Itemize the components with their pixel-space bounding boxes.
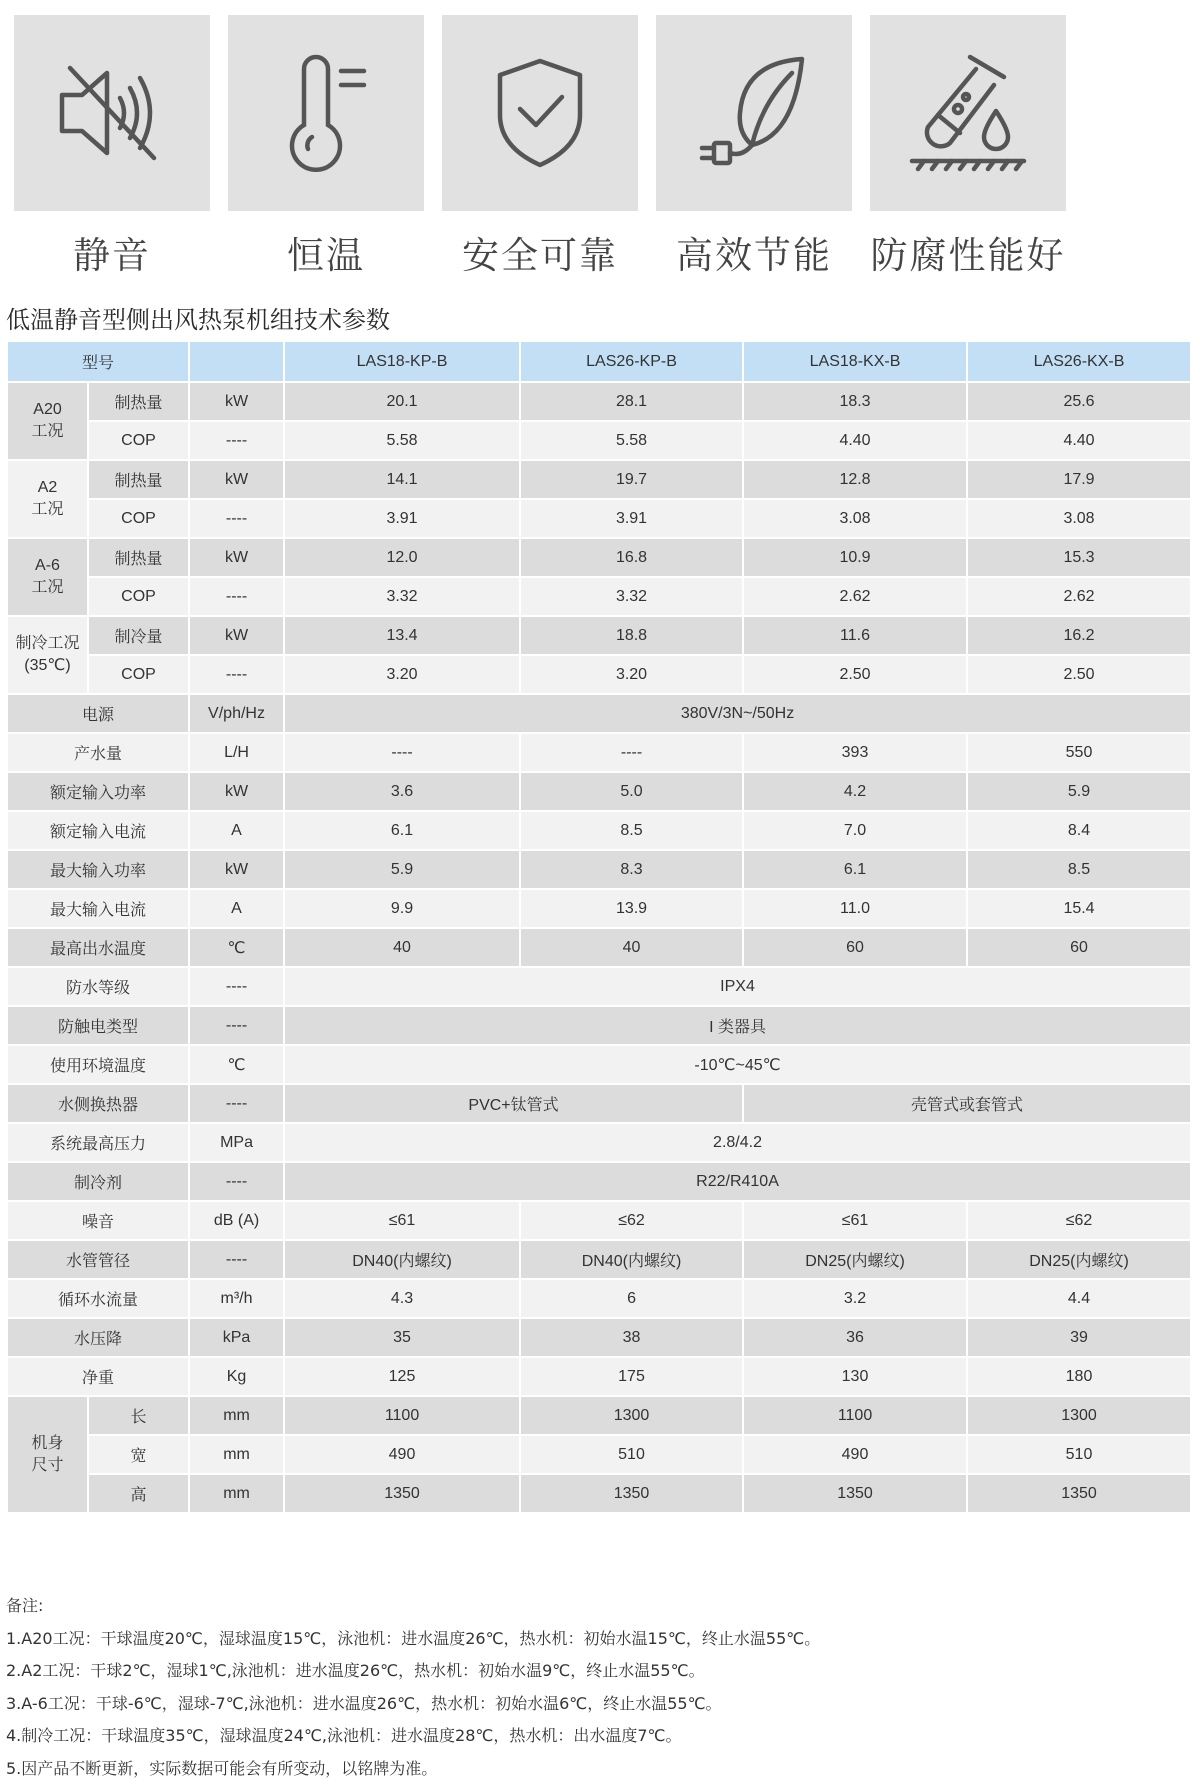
cell: 15.3 [967,538,1191,577]
cell: 180 [967,1357,1191,1396]
cell: 2.50 [743,655,967,694]
notes-section [6,1590,820,1785]
cell: 38 [520,1318,743,1357]
group-label: 制冷工况 (35℃) [7,616,88,694]
cell: 3.32 [284,577,520,616]
feature-label: 恒温 [287,234,365,277]
row-label: 长 [88,1396,189,1435]
cell: DN40(内螺纹) [284,1240,520,1279]
cell: ≤61 [743,1201,967,1240]
table-row [7,1084,1191,1123]
feature-anticorrosion [870,15,1066,279]
header-unit [189,341,284,382]
cell: I 类器具 [284,1006,1191,1045]
table-row [7,889,1191,928]
cell: R22/R410A [284,1162,1191,1201]
cell: 2.8/4.2 [284,1123,1191,1162]
row-label: 制热量 [88,460,189,499]
thermometer-icon [266,53,386,173]
row-label: 水侧换热器 [7,1084,189,1123]
cell: ≤62 [967,1201,1191,1240]
feature-quiet [14,15,210,279]
cell: 1350 [284,1474,520,1513]
table-row [7,1240,1191,1279]
cell: ≤61 [284,1201,520,1240]
feature-safe [442,15,638,279]
group-label: A20 工况 [7,382,88,460]
cell: 8.4 [967,811,1191,850]
row-label: 噪音 [7,1201,189,1240]
cell: 12.0 [284,538,520,577]
cell: 510 [967,1435,1191,1474]
row-unit: kW [189,538,284,577]
table-row [7,577,1191,616]
cell: 3.08 [743,499,967,538]
cell: 5.9 [284,850,520,889]
cell: 20.1 [284,382,520,421]
table-row [7,1318,1191,1357]
row-unit: ---- [189,1240,284,1279]
cell: 5.0 [520,772,743,811]
cell: 8.5 [520,811,743,850]
row-unit: kW [189,850,284,889]
cell: 7.0 [743,811,967,850]
cell: ---- [520,733,743,772]
cell: 5.58 [520,421,743,460]
cell: 3.91 [520,499,743,538]
table-header-row [7,341,1191,382]
row-unit: ---- [189,421,284,460]
group-label: 机身 尺寸 [7,1396,88,1513]
row-label: 制热量 [88,538,189,577]
cell: 10.9 [743,538,967,577]
cell: 3.20 [284,655,520,694]
cell: 12.8 [743,460,967,499]
cell: 40 [520,928,743,967]
cell: 2.62 [967,577,1191,616]
cell: 39 [967,1318,1191,1357]
note-item: 4.制冷工况：干球温度35℃，湿球温度24℃,泳池机：进水温度28℃，热水机：出水温度7℃。 [6,1726,682,1745]
row-label: 产水量 [7,733,189,772]
note-item: 1.A20工况：干球温度20℃，湿球温度15℃，泳池机：进水温度26℃，热水机：初始水温15℃，终止水温55℃。 [6,1628,821,1648]
row-unit: mm [189,1474,284,1513]
cell: DN25(内螺纹) [743,1240,967,1279]
cell: 1300 [520,1396,743,1435]
table-row [7,538,1191,577]
cell: 130 [743,1357,967,1396]
row-unit: kW [189,382,284,421]
row-label: 高 [88,1474,189,1513]
cell: 3.2 [743,1279,967,1318]
cell: 3.6 [284,772,520,811]
row-unit: V/ph/Hz [189,694,284,733]
cell: 13.4 [284,616,520,655]
row-unit: m³/h [189,1279,284,1318]
row-unit: ℃ [189,1045,284,1084]
row-label: 额定输入电流 [7,811,189,850]
row-label: 系统最高压力 [7,1123,189,1162]
table-row [7,655,1191,694]
cell: 1100 [743,1396,967,1435]
row-unit: A [189,811,284,850]
table-row [7,694,1191,733]
cell: 60 [743,928,967,967]
cell: PVC+钛管式 [284,1084,743,1123]
header-model-col: LAS26-KX-B [967,341,1191,382]
cell: 15.4 [967,889,1191,928]
feature-icon-box [870,15,1066,211]
row-label: COP [88,499,189,538]
row-label: 使用环境温度 [7,1045,189,1084]
table-row [7,928,1191,967]
flask-drop-icon [908,53,1028,173]
table-row [7,616,1191,655]
cell: 13.9 [520,889,743,928]
row-label: 额定输入功率 [7,772,189,811]
cell: 1300 [967,1396,1191,1435]
note-item: 3.A-6工况：干球-6℃，湿球-7℃,泳池机：进水温度26℃，热水机：初始水温6℃，终止水温55℃。 [6,1693,722,1713]
row-label: 宽 [88,1435,189,1474]
cell: 40 [284,928,520,967]
row-label: 循环水流量 [7,1279,189,1318]
header-model-col: LAS18-KX-B [743,341,967,382]
row-unit: ---- [189,1084,284,1123]
cell: 1350 [967,1474,1191,1513]
row-label: 最大输入功率 [7,850,189,889]
feature-icon-box [442,15,638,211]
table-row [7,382,1191,421]
table-row [7,733,1191,772]
cell: 28.1 [520,382,743,421]
feature-constant-temp [228,15,424,279]
spec-table [6,340,1192,1514]
table-row [7,1045,1191,1084]
page-title: 低温静音型侧出风热泵机组技术参数 [6,306,390,334]
row-unit: ℃ [189,928,284,967]
row-label: COP [88,655,189,694]
row-unit: ---- [189,499,284,538]
cell: 60 [967,928,1191,967]
table-row [7,811,1191,850]
table-row [7,1357,1191,1396]
note-item: 5.因产品不断更新，实际数据可能会有所变动，以铭牌为准。 [6,1758,438,1778]
cell: 1350 [520,1474,743,1513]
table-row [7,1396,1191,1435]
feature-label: 高效节能 [676,234,832,277]
shield-check-icon [480,53,600,173]
row-label: 净重 [7,1357,189,1396]
cell: 35 [284,1318,520,1357]
row-label: 防触电类型 [7,1006,189,1045]
table-row [7,421,1191,460]
table-row [7,499,1191,538]
cell: 2.50 [967,655,1191,694]
cell: 175 [520,1357,743,1396]
row-label: 最高出水温度 [7,928,189,967]
row-unit: ---- [189,967,284,1006]
cell: 36 [743,1318,967,1357]
row-unit: mm [189,1435,284,1474]
cell: 4.2 [743,772,967,811]
feature-icon-box [228,15,424,211]
cell: 3.91 [284,499,520,538]
cell: 380V/3N~/50Hz [284,694,1191,733]
row-unit: ---- [189,1162,284,1201]
row-unit: dB (A) [189,1201,284,1240]
row-label: 电源 [7,694,189,733]
cell: 393 [743,733,967,772]
cell: 16.8 [520,538,743,577]
cell: 4.4 [967,1279,1191,1318]
cell: 19.7 [520,460,743,499]
cell: 16.2 [967,616,1191,655]
cell: 3.20 [520,655,743,694]
row-label: 防水等级 [7,967,189,1006]
cell: 11.0 [743,889,967,928]
row-unit: kPa [189,1318,284,1357]
table-row [7,1123,1191,1162]
feature-strip [0,0,1200,277]
row-label: 制冷量 [88,616,189,655]
row-unit: ---- [189,577,284,616]
cell: 18.3 [743,382,967,421]
cell: 5.58 [284,421,520,460]
row-unit: kW [189,772,284,811]
notes-heading: 备注: [6,1596,44,1615]
table-row [7,1162,1191,1201]
feature-efficient [656,15,852,279]
cell: 490 [284,1435,520,1474]
cell: 11.6 [743,616,967,655]
mute-speaker-icon [52,53,172,173]
cell: DN40(内螺纹) [520,1240,743,1279]
cell: 510 [520,1435,743,1474]
feature-icon-box [656,15,852,211]
cell: ---- [284,733,520,772]
note-item: 2.A2工况：干球2℃，湿球1℃,泳池机：进水温度26℃，热水机：初始水温9℃，终止水温55℃。 [6,1661,705,1680]
cell: 8.3 [520,850,743,889]
cell: 2.62 [743,577,967,616]
header-model: 型号 [7,341,189,382]
cell: 6.1 [743,850,967,889]
row-unit: ---- [189,655,284,694]
row-unit: L/H [189,733,284,772]
cell: ≤62 [520,1201,743,1240]
row-unit: Kg [189,1357,284,1396]
cell: 壳管式或套管式 [743,1084,1191,1123]
feature-label: 安全可靠 [462,234,618,277]
table-row [7,850,1191,889]
row-label: COP [88,421,189,460]
table-row [7,1006,1191,1045]
row-unit: A [189,889,284,928]
cell: -10℃~45℃ [284,1045,1191,1084]
header-model-col: LAS18-KP-B [284,341,520,382]
cell: 4.40 [967,421,1191,460]
row-label: COP [88,577,189,616]
cell: IPX4 [284,967,1191,1006]
cell: 5.9 [967,772,1191,811]
table-row [7,1201,1191,1240]
cell: 18.8 [520,616,743,655]
cell: 8.5 [967,850,1191,889]
row-unit: MPa [189,1123,284,1162]
group-label: A2 工况 [7,460,88,538]
table-row [7,967,1191,1006]
row-label: 制热量 [88,382,189,421]
row-unit: ---- [189,1006,284,1045]
header-model-col: LAS26-KP-B [520,341,743,382]
row-unit: mm [189,1396,284,1435]
group-label: A-6 工况 [7,538,88,616]
feature-label: 静音 [73,234,151,277]
cell: 25.6 [967,382,1191,421]
cell: 3.08 [967,499,1191,538]
row-label: 最大输入电流 [7,889,189,928]
table-row [7,1474,1191,1513]
cell: 4.3 [284,1279,520,1318]
row-label: 制冷剂 [7,1162,189,1201]
cell: 3.32 [520,577,743,616]
cell: 4.40 [743,421,967,460]
table-row [7,1435,1191,1474]
leaf-plug-icon [694,53,814,173]
cell: 6 [520,1279,743,1318]
row-label: 水压降 [7,1318,189,1357]
table-row [7,772,1191,811]
row-unit: kW [189,616,284,655]
feature-icon-box [14,15,210,211]
cell: 550 [967,733,1191,772]
feature-label: 防腐性能好 [870,234,1066,277]
cell: 9.9 [284,889,520,928]
cell: 1100 [284,1396,520,1435]
cell: 1350 [743,1474,967,1513]
cell: 17.9 [967,460,1191,499]
cell: DN25(内螺纹) [967,1240,1191,1279]
row-unit: kW [189,460,284,499]
table-row [7,1279,1191,1318]
cell: 125 [284,1357,520,1396]
cell: 14.1 [284,460,520,499]
row-label: 水管管径 [7,1240,189,1279]
cell: 6.1 [284,811,520,850]
table-row [7,460,1191,499]
cell: 490 [743,1435,967,1474]
